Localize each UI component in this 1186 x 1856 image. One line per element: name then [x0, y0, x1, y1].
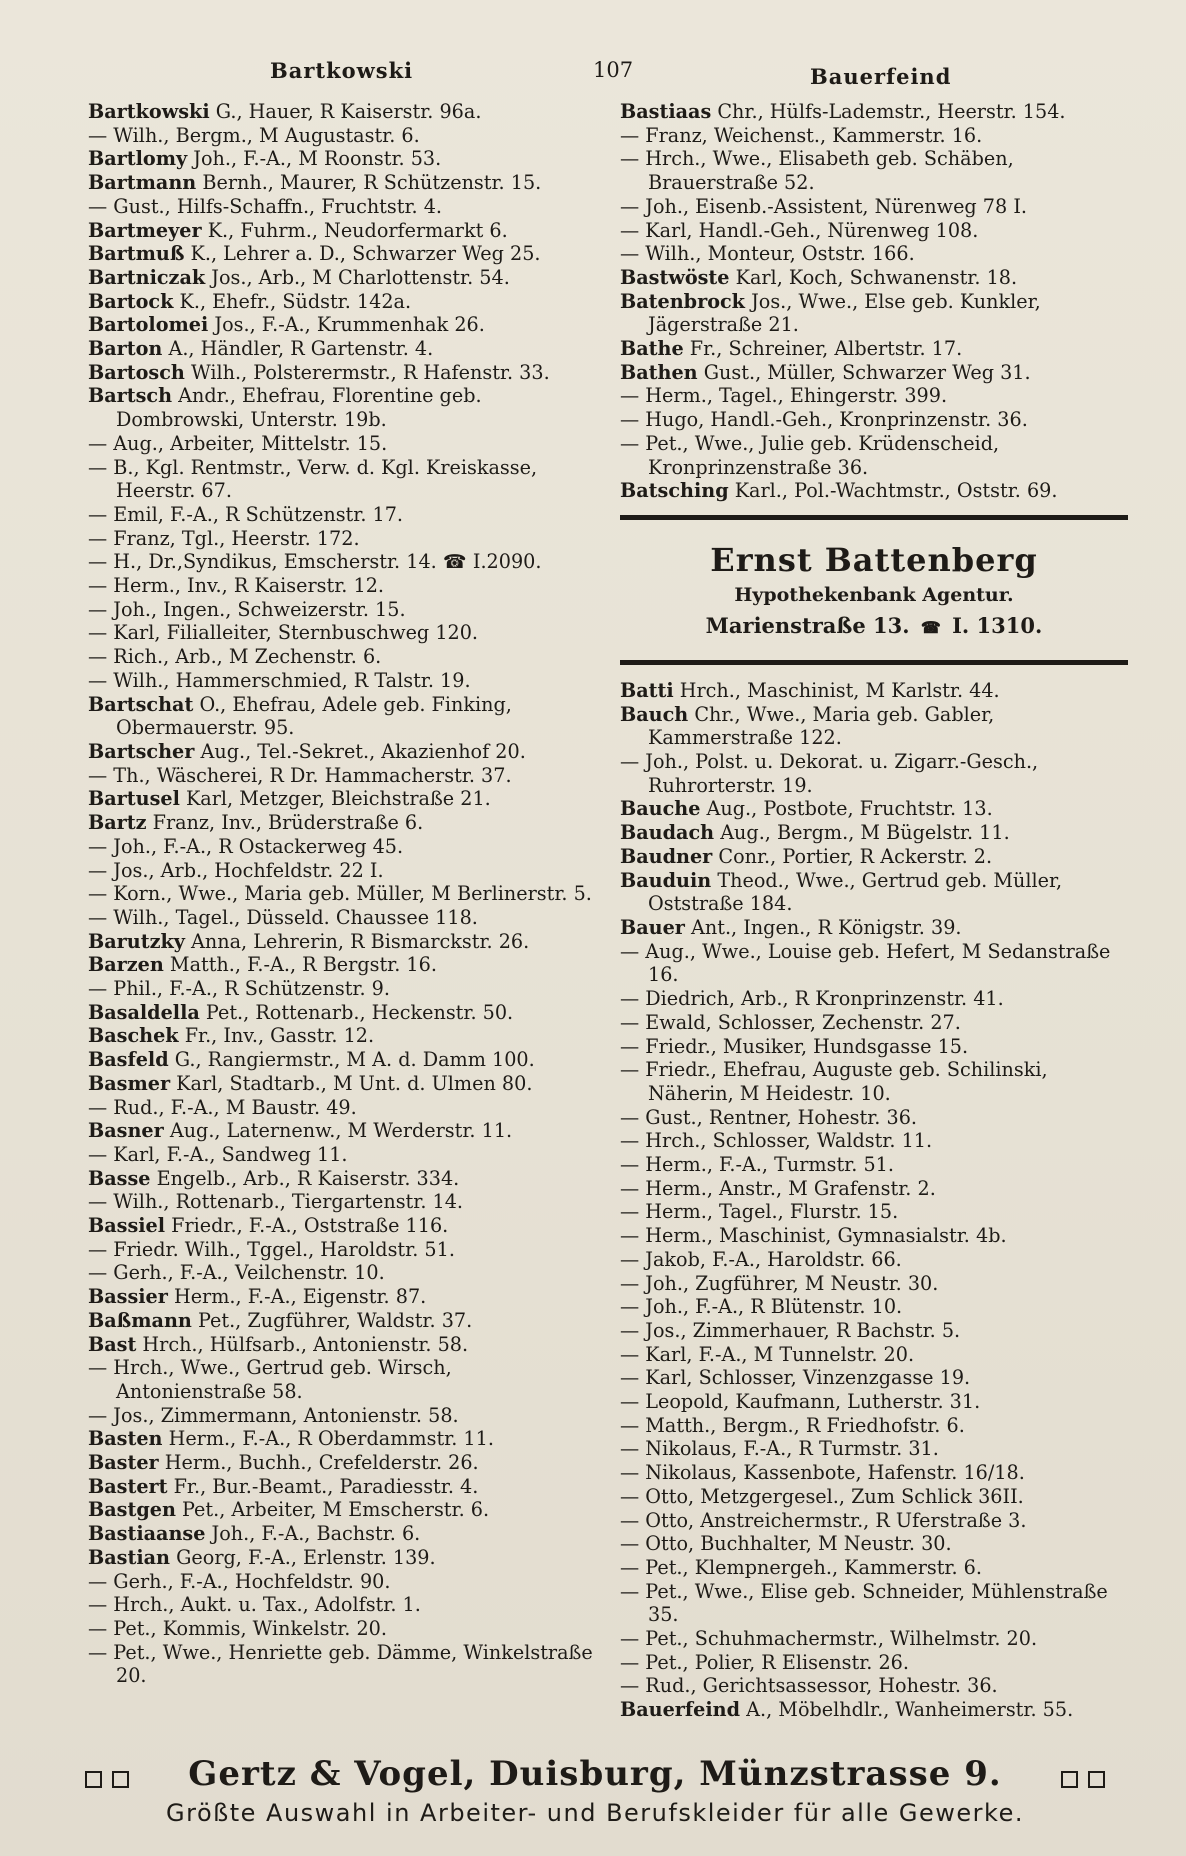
advertisement-battenberg — [620, 515, 1128, 665]
directory-entry: — Hrch., Schlosser, Waldstr. 11. — [620, 1129, 933, 1153]
directory-entry: Bauduin Theod., Wwe., Gertrud geb. Müller, Oststraße 184. — [620, 868, 1063, 916]
directory-entry: — Pet., Schuhmachermstr., Wilhelmstr. 20. — [620, 1627, 1038, 1651]
directory-entry: — Rud., F.-A., M Baustr. 49. — [88, 1095, 357, 1119]
directory-entry: — Otto, Anstreichermstr., R Uferstraße 3. — [620, 1508, 1027, 1532]
directory-entry: — Leopold, Kaufmann, Lutherstr. 31. — [620, 1390, 981, 1414]
directory-entry: — Gust., Hilfs-Schaffn., Fruchtstr. 4. — [88, 194, 443, 218]
directory-entry: Baudner Conr., Portier, R Ackerstr. 2. — [620, 844, 993, 868]
directory-entry: — Joh., Ingen., Schweizerstr. 15. — [88, 597, 406, 621]
ad-address: Marienstraße 13. — [705, 612, 910, 638]
directory-entry: — Franz, Tgl., Heerstr. 172. — [88, 526, 360, 550]
directory-entry: Bastian Georg, F.-A., Erlenstr. 139. — [88, 1545, 436, 1569]
directory-entry: Bartschat O., Ehefrau, Adele geb. Finking, Obermauerstr. 95. — [88, 692, 512, 740]
directory-entry: — Hrch., Wwe., Gertrud geb. Wirsch, Antonienstraße 58. — [88, 1356, 452, 1403]
directory-entry: — Jos., Zimmermann, Antonienstr. 58. — [88, 1403, 459, 1427]
directory-entry: — Karl, F.-A., M Tunnelstr. 20. — [620, 1342, 915, 1366]
directory-entry: Bauche Aug., Postbote, Fruchtstr. 13. — [620, 797, 993, 821]
directory-entry: — Wilh., Tagel., Düsseld. Chaussee 118. — [88, 905, 478, 929]
directory-entry: Bauer Ant., Ingen., R Königstr. 39. — [620, 915, 962, 939]
directory-entry: Bartolomei Jos., F.-A., Krummenhak 26. — [88, 313, 485, 337]
running-head — [80, 58, 1120, 92]
directory-entry: — Herm., Inv., R Kaiserstr. 12. — [88, 574, 384, 598]
directory-entry: — Franz, Weichenst., Kammerstr. 16. — [620, 123, 983, 147]
ad-phone: I. 1310. — [952, 612, 1043, 638]
directory-entry: — Pet., Wwe., Julie geb. Krüdenscheid, Kronprinzenstraße 36. — [620, 431, 1000, 479]
directory-entry: Bassier Herm., F.-A., Eigenstr. 87. — [88, 1285, 427, 1309]
directory-entry: — Joh., F.-A., R Ostackerweg 45. — [88, 834, 404, 858]
directory-entry: — Korn., Wwe., Maria geb. Müller, M Berlinerstr. 5. — [88, 882, 592, 906]
directory-entry: — Jakob, F.-A., Haroldstr. 66. — [620, 1247, 902, 1271]
directory-entry: — Gerh., F.-A., Hochfeldstr. 90. — [88, 1569, 391, 1593]
directory-entry: — Wilh., Monteur, Oststr. 166. — [620, 242, 915, 266]
directory-entry: — Herm., Maschinist, Gymnasialstr. 4b. — [620, 1224, 1007, 1248]
directory-entry: — Gerh., F.-A., Veilchenstr. 10. — [88, 1261, 385, 1285]
directory-entry: — Joh., F.-A., R Blütenstr. 10. — [620, 1295, 903, 1319]
directory-entry: — Pet., Wwe., Elise geb. Schneider, Mühlenstraße 35. — [620, 1579, 1108, 1627]
directory-entry: — Karl, Schlosser, Vinzenzgasse 19. — [620, 1366, 971, 1390]
directory-entry: — Karl, Filialleiter, Sternbuschweg 120. — [88, 621, 479, 645]
directory-entry: Bauerfeind A., Möbelhdlr., Wanheimerstr. 55. — [620, 1698, 1074, 1722]
directory-entry: — Joh., Zugführer, M Neustr. 30. — [620, 1271, 939, 1295]
left-column — [88, 100, 600, 1688]
directory-entry: — Wilh., Hammerschmied, R Talstr. 19. — [88, 668, 471, 692]
footer-advertisement — [80, 1752, 1110, 1830]
directory-entry: Bartlomy Joh., F.-A., M Roonstr. 53. — [88, 147, 442, 171]
directory-entry: — Herm., Tagel., Flurstr. 15. — [620, 1200, 899, 1224]
directory-entry: — Herm., Tagel., Ehingerstr. 399. — [620, 384, 948, 408]
directory-entry: Batti Hrch., Maschinist, M Karlstr. 44. — [620, 678, 1000, 702]
directory-entry: Bartosch Wilh., Polsterermstr., R Hafenstr. 33. — [88, 360, 550, 384]
ad-title: Ernst Battenberg — [710, 540, 1038, 579]
directory-entry: — Ewald, Schlosser, Zechenstr. 27. — [620, 1010, 961, 1034]
directory-entry: — Pet., Polier, R Elisenstr. 26. — [620, 1650, 909, 1674]
directory-entry: Basmer Karl, Stadtarb., M Unt. d. Ulmen 80. — [88, 1071, 533, 1095]
directory-entry: — Hrch., Aukt. u. Tax., Adolfstr. 1. — [88, 1593, 421, 1617]
directory-entry: — Rud., Gerichtsassessor, Hohestr. 36. — [620, 1674, 998, 1698]
directory-entry: — Jos., Arb., Hochfeldstr. 22 I. — [88, 858, 384, 882]
directory-entry: — Herm., Anstr., M Grafenstr. 2. — [620, 1176, 936, 1200]
directory-entry: — Wilh., Rottenarb., Tiergartenstr. 14. — [88, 1190, 464, 1214]
directory-entry: — Joh., Eisenb.-Assistent, Nürenweg 78 I. — [620, 194, 1028, 218]
directory-entry: — Phil., F.-A., R Schützenstr. 9. — [88, 977, 390, 1001]
right-column-bottom — [620, 679, 1128, 1722]
directory-entry: Bathe Fr., Schreiner, Albertstr. 17. — [620, 337, 963, 361]
directory-entry: Bauch Chr., Wwe., Maria geb. Gabler, Kammerstraße 122. — [620, 702, 995, 750]
right-column — [620, 100, 1128, 1722]
directory-entry: Basner Aug., Laternenw., M Werderstr. 11. — [88, 1119, 513, 1143]
directory-entry: — Pet., Klempnergeh., Kammerstr. 6. — [620, 1555, 982, 1579]
directory-entry: — Pet., Wwe., Henriette geb. Dämme, Winkelstraße 20. — [88, 1640, 593, 1688]
box-ornament-right — [1056, 1769, 1110, 1788]
directory-entry: Baschek Fr., Inv., Gasstr. 12. — [88, 1024, 375, 1048]
directory-entry: — Gust., Rentner, Hohestr. 36. — [620, 1105, 918, 1129]
directory-entry: — Diedrich, Arb., R Kronprinzenstr. 41. — [620, 987, 1004, 1011]
telephone-icon: ☎ — [920, 617, 941, 637]
directory-entry: — Jos., Zimmerhauer, R Bachstr. 5. — [620, 1318, 961, 1342]
directory-entry: — Emil, F.-A., R Schützenstr. 17. — [88, 502, 404, 526]
footer-company-line: Gertz & Vogel, Duisburg, Münzstrasse 9. — [188, 1754, 1002, 1794]
directory-entry: Bastert Fr., Bur.-Beamt., Paradiesstr. 4. — [88, 1474, 479, 1498]
directory-entry: Baster Herm., Buchh., Crefelderstr. 26. — [88, 1451, 479, 1475]
box-ornament-left — [80, 1769, 134, 1788]
directory-entry: Bastwöste Karl, Koch, Schwanenstr. 18. — [620, 265, 1018, 289]
page-number: 107 — [593, 58, 634, 82]
directory-entry: Bastiaas Chr., Hülfs-Lademstr., Heerstr. 154. — [620, 100, 1066, 123]
directory-entry: Bartmeyer K., Fuhrm., Neudorfermarkt 6. — [88, 218, 508, 242]
header-left-keyword: Bartkowski — [270, 58, 414, 83]
directory-entry: Bartsch Andr., Ehefrau, Florentine geb. Dombrowski, Unterstr. 19b. — [88, 384, 482, 432]
directory-entry: — Matth., Bergm., R Friedhofstr. 6. — [620, 1413, 965, 1437]
directory-entry: — Herm., F.-A., Turmstr. 51. — [620, 1153, 894, 1177]
directory-entry: Bartniczak Jos., Arb., M Charlottenstr. 54. — [88, 265, 510, 289]
directory-entry: Basfeld G., Rangiermstr., M A. d. Damm 100. — [88, 1048, 535, 1072]
directory-entry: — Aug., Wwe., Louise geb. Hefert, M Sedanstraße 16. — [620, 939, 1111, 987]
footer-slogan: Größte Auswahl in Arbeiter- und Berufskleider für alle Gewerke. — [166, 1799, 1024, 1827]
directory-entry: Barton A., Händler, R Gartenstr. 4. — [88, 337, 434, 361]
directory-entry: — Friedr., Ehefrau, Auguste geb. Schilinski, Näherin, M Heidestr. 10. — [620, 1058, 1048, 1105]
directory-entry: Bartmuß K., Lehrer a. D., Schwarzer Weg 25. — [88, 242, 541, 266]
directory-entry: — Rich., Arb., M Zechenstr. 6. — [88, 645, 382, 669]
directory-entry: — Joh., Polst. u. Dekorat. u. Zigarr.-Gesch., Ruhrorterstr. 19. — [620, 750, 1039, 797]
directory-entry: — B., Kgl. Rentmstr., Verw. d. Kgl. Kreiskasse, Heerstr. 67. — [88, 455, 538, 503]
directory-entry: Batenbrock Jos., Wwe., Else geb. Kunkler, Jägerstraße 21. — [620, 289, 1041, 337]
directory-entry: Bartz Franz, Inv., Brüderstraße 6. — [88, 811, 424, 835]
ad-address-line — [620, 610, 1128, 644]
directory-entry: Bartusel Karl, Metzger, Bleichstraße 21. — [88, 787, 491, 811]
directory-entry: — Otto, Metzgergesel., Zum Schlick 36II. — [620, 1484, 1024, 1508]
directory-entry: Bartkowski G., Hauer, R Kaiserstr. 96a. — [88, 100, 482, 123]
directory-entry: Bastiaanse Joh., F.-A., Bachstr. 6. — [88, 1522, 421, 1546]
right-column-top — [620, 100, 1128, 503]
directory-entry: Batsching Karl., Pol.-Wachtmstr., Oststr. 69. — [620, 479, 1058, 503]
ad-subtitle: Hypothekenbank Agentur. — [734, 583, 1014, 606]
directory-entry: — Karl, Handl.-Geh., Nürenweg 108. — [620, 218, 979, 242]
directory-entry: — Aug., Arbeiter, Mittelstr. 15. — [88, 431, 388, 455]
directory-entry: — H., Dr.,Syndikus, Emscherstr. 14. ☎ I.2090. — [88, 550, 542, 574]
directory-entry: Basten Herm., F.-A., R Oberdammstr. 11. — [88, 1427, 494, 1451]
directory-entry: — Hugo, Handl.-Geh., Kronprinzenstr. 36. — [620, 408, 1028, 432]
directory-entry: — Th., Wäscherei, R Dr. Hammacherstr. 37. — [88, 763, 512, 787]
directory-entry: — Karl, F.-A., Sandweg 11. — [88, 1142, 348, 1166]
directory-entry: Bast Hrch., Hülfsarb., Antonienstr. 58. — [88, 1332, 469, 1356]
directory-entry: — Nikolaus, Kassenbote, Hafenstr. 16/18. — [620, 1461, 1025, 1485]
directory-entry: — Friedr., Musiker, Hundsgasse 15. — [620, 1034, 969, 1058]
directory-entry: Baßmann Pet., Zugführer, Waldstr. 37. — [88, 1308, 473, 1332]
directory-entry: — Hrch., Wwe., Elisabeth geb. Schäben, Brauerstraße 52. — [620, 147, 1014, 195]
directory-entry: Baudach Aug., Bergm., M Bügelstr. 11. — [620, 821, 1010, 845]
directory-entry: Bartscher Aug., Tel.-Sekret., Akazienhof 20. — [88, 739, 526, 763]
directory-entry: Barzen Matth., F.-A., R Bergstr. 16. — [88, 953, 437, 977]
directory-entry: Basaldella Pet., Rottenarb., Heckenstr. 50. — [88, 1000, 514, 1024]
directory-entry: Bartock K., Ehefr., Südstr. 142a. — [88, 289, 412, 313]
directory-entry: — Friedr. Wilh., Tggel., Haroldstr. 51. — [88, 1237, 455, 1261]
directory-entry: Bassiel Friedr., F.-A., Oststraße 116. — [88, 1214, 449, 1238]
header-right-keyword: Bauerfeind — [810, 64, 952, 89]
directory-entry: Basse Engelb., Arb., R Kaiserstr. 334. — [88, 1166, 460, 1190]
directory-entry: Bathen Gust., Müller, Schwarzer Weg 31. — [620, 360, 1031, 384]
directory-entry: Bartmann Bernh., Maurer, R Schützenstr. 15. — [88, 171, 542, 195]
directory-entry: — Otto, Buchhalter, M Neustr. 30. — [620, 1532, 952, 1556]
directory-entry: — Wilh., Bergm., M Augustastr. 6. — [88, 123, 420, 147]
directory-entry: — Pet., Kommis, Winkelstr. 20. — [88, 1617, 387, 1640]
directory-entry: — Nikolaus, F.-A., R Turmstr. 31. — [620, 1437, 939, 1461]
directory-entry: Bastgen Pet., Arbeiter, M Emscherstr. 6. — [88, 1498, 490, 1522]
directory-entry: Barutzky Anna, Lehrerin, R Bismarckstr. 26. — [88, 929, 530, 953]
